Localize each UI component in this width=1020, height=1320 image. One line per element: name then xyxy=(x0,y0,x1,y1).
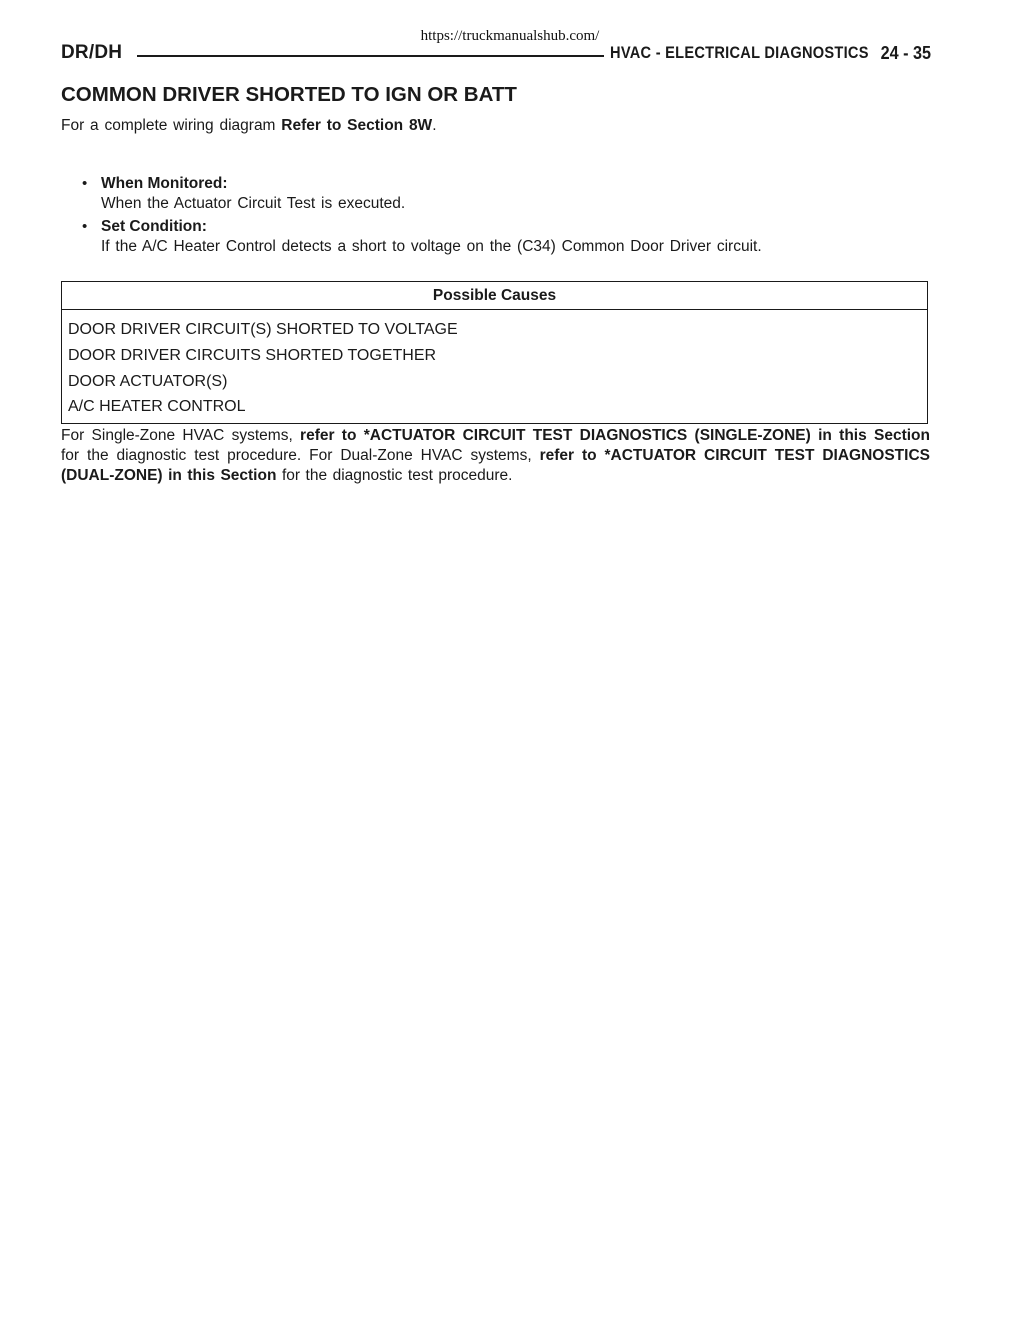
possible-causes-table xyxy=(61,281,928,424)
possible-causes-header: Possible Causes xyxy=(62,282,927,310)
condition-list xyxy=(82,174,942,260)
single-zone-reference: refer to *ACTUATOR CIRCUIT TEST DIAGNOSTICS (SINGLE-ZONE) in this Section xyxy=(300,427,930,444)
procedure-paragraph xyxy=(61,426,930,486)
wiring-reference xyxy=(61,117,437,135)
page-header xyxy=(61,42,931,68)
list-item-when-monitored xyxy=(82,174,942,214)
cause-row: DOOR ACTUATOR(S) xyxy=(68,372,228,390)
list-item-set-condition xyxy=(82,217,942,257)
cause-row: DOOR DRIVER CIRCUIT(S) SHORTED TO VOLTAGE xyxy=(68,321,458,338)
bullet-body: When the Actuator Circuit Test is executed. xyxy=(101,195,406,212)
source-url: https://truckmanualshub.com/ xyxy=(420,28,600,44)
header-rule xyxy=(137,55,604,57)
cause-row: DOOR DRIVER CIRCUITS SHORTED TOGETHER xyxy=(68,346,437,364)
page-number: 24 - 35 xyxy=(880,43,931,63)
bullet-heading: Set Condition: xyxy=(101,218,207,235)
bullet-icon: • xyxy=(82,218,88,235)
bullet-icon: • xyxy=(82,175,88,192)
dual-zone-reference: refer to *ACTUATOR CIRCUIT TEST DIAGNOSTICS (DUAL-ZONE) in this Section xyxy=(61,447,930,484)
procedure-text: for the diagnostic test procedure. xyxy=(276,467,513,484)
procedure-text: for the diagnostic test procedure. For Dual-Zone HVAC systems, xyxy=(61,447,540,464)
wiring-reference-link: Refer to Section 8W xyxy=(281,117,433,134)
section-title: HVAC - ELECTRICAL DIAGNOSTICS xyxy=(610,43,869,62)
bullet-body: If the A/C Heater Control detects a short to voltage on the (C34) Common Door Driver circuit. xyxy=(101,238,762,255)
wiring-reference-text: For a complete wiring diagram xyxy=(61,117,282,134)
possible-causes-list xyxy=(62,310,927,423)
model-code: DR/DH xyxy=(61,42,123,63)
procedure-text: For Single-Zone HVAC systems, xyxy=(61,427,301,444)
page-title: COMMON DRIVER SHORTED TO IGN OR BATT xyxy=(61,83,517,106)
wiring-reference-end: . xyxy=(432,117,437,134)
cause-row: A/C HEATER CONTROL xyxy=(68,398,246,416)
bullet-heading: When Monitored: xyxy=(101,175,228,192)
